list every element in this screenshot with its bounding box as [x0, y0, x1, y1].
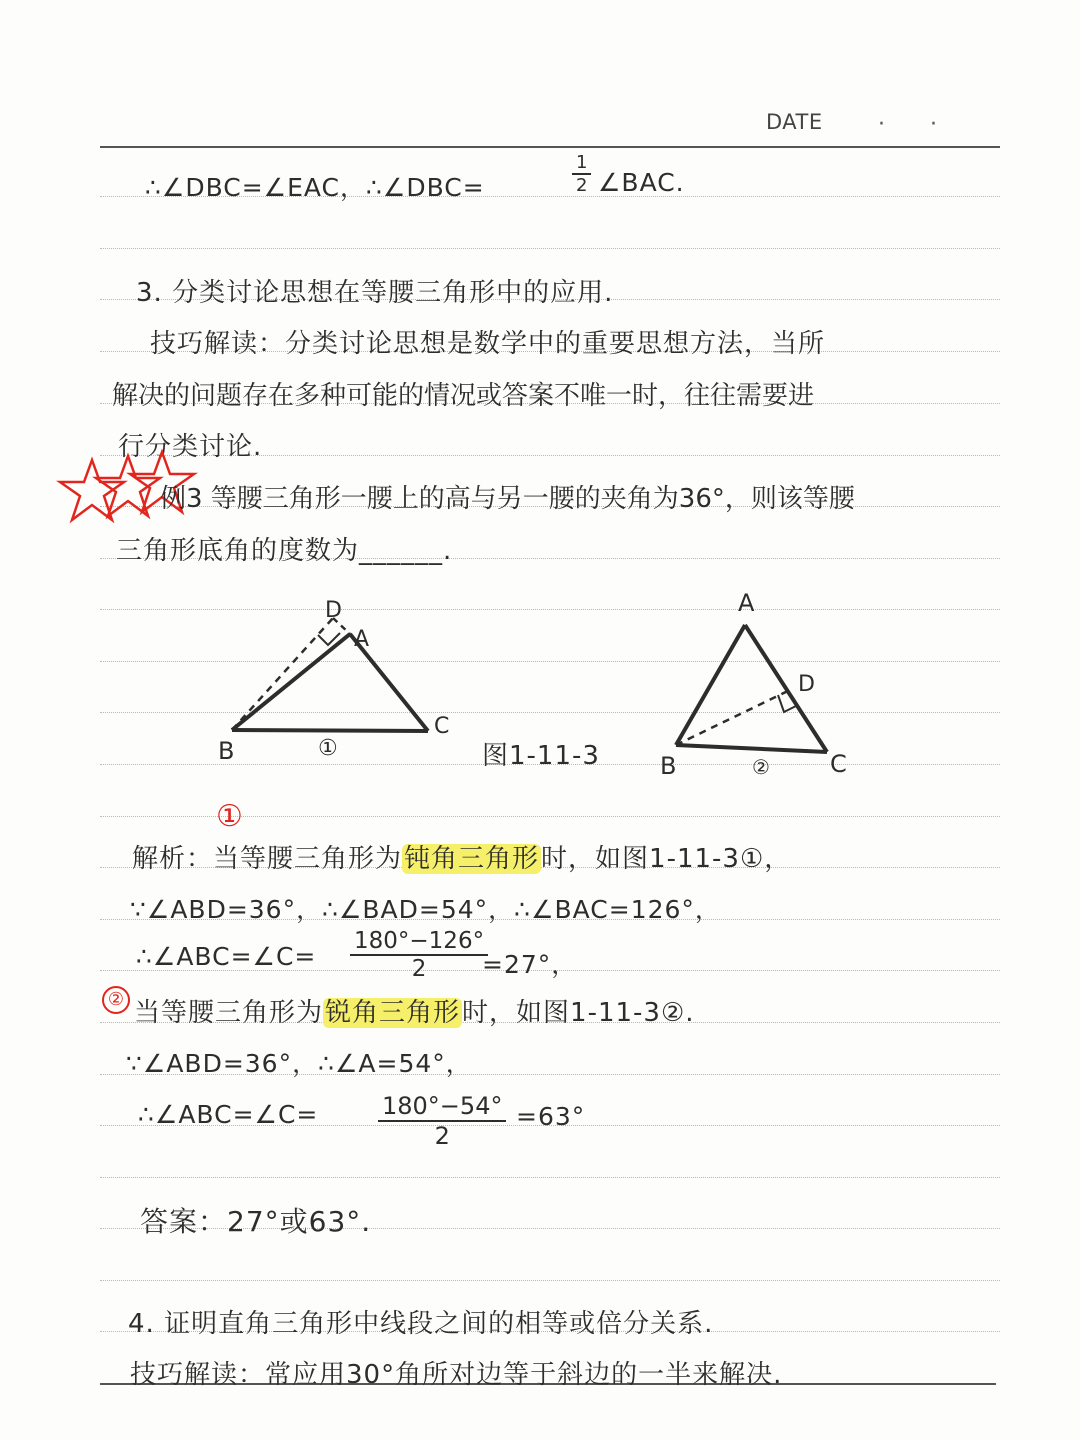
highlighted-text: 锐角三角形 [325, 998, 461, 1028]
solution-line [134, 992, 695, 1029]
text-line: 技巧解读：分类讨论思想是数学中的重要思想方法，当所 [150, 329, 826, 359]
fraction-denominator: 2 [411, 956, 427, 982]
text-line: 三角形底角的度数为______. [116, 536, 453, 566]
solution-line: ∵∠ABD=36°，∴∠BAD=54°，∴∠BAC=126°， [130, 895, 721, 924]
solution-line: ∵∠ABD=36°，∴∠A=54°， [126, 1049, 472, 1078]
text-line: ∠BAC. [598, 168, 685, 197]
fraction-denominator: 2 [576, 175, 588, 196]
vertex-label: C [830, 750, 848, 778]
fraction-numerator: 180°−54° [378, 1092, 506, 1122]
vertex-label: A [354, 627, 371, 652]
solution-line: =27°， [482, 950, 578, 979]
text-line: 行分类讨论. [118, 432, 263, 462]
solution-text: 解析：当等腰三角形为 [132, 844, 403, 874]
fraction-denominator: 2 [434, 1122, 450, 1150]
figure-1-obtuse-triangle [232, 618, 428, 731]
text-line: 技巧解读：常应用30°角所对边等于斜边的一半来解决. [130, 1360, 783, 1390]
vertex-label: D [325, 598, 343, 623]
date-label: DATE [766, 110, 823, 134]
solution-line: ∴∠ABC=∠C= [138, 1100, 319, 1129]
solution-text: 时，如图1-11-3 [462, 998, 661, 1028]
vertex-label: B [660, 752, 678, 780]
vertex-label: D [798, 672, 816, 697]
example-text: 例3 等腰三角形一腰上的高与另一腰的夹角为36°，则该等腰 [160, 484, 855, 514]
section-heading: 4. 证明直角三角形中线段之间的相等或倍分关系. [128, 1309, 714, 1339]
date-dot: · [930, 112, 937, 137]
figure-label: ② [752, 755, 771, 779]
circled-number: ② [660, 998, 686, 1028]
answer-line: 答案：27°或63°. [140, 1205, 372, 1238]
solution-line: =63° [516, 1102, 586, 1131]
text-line: ∴∠DBC=∠EAC，∴∠DBC= [145, 173, 485, 202]
fraction-numerator: 180°−126° [350, 928, 488, 956]
figure-caption: 图1-11-3 [482, 741, 600, 771]
fraction [350, 928, 488, 982]
vertex-label: B [218, 737, 236, 765]
fraction [378, 1092, 506, 1150]
solution-text: . [685, 998, 695, 1028]
vertex-label: C [434, 714, 451, 739]
vertex-label: A [738, 589, 756, 617]
fraction-numerator: 1 [572, 152, 591, 175]
highlighted-text: 钝角三角形 [404, 844, 540, 874]
text-line: 解决的问题存在多种可能的情况或答案不唯一时，往往需要进 [112, 381, 815, 411]
red-marker: ① [216, 799, 243, 834]
date-dot: · [878, 112, 885, 137]
section-heading: 3. 分类讨论思想在等腰三角形中的应用. [136, 278, 614, 308]
solution-line [132, 838, 791, 875]
figure-label: ① [318, 736, 339, 761]
red-marker: ② [102, 986, 130, 1014]
solution-text: 时，如图1-11-3①， [541, 844, 792, 874]
solution-text: 当等腰三角形为 [134, 998, 324, 1028]
solution-line: ∴∠ABC=∠C= [136, 942, 317, 971]
